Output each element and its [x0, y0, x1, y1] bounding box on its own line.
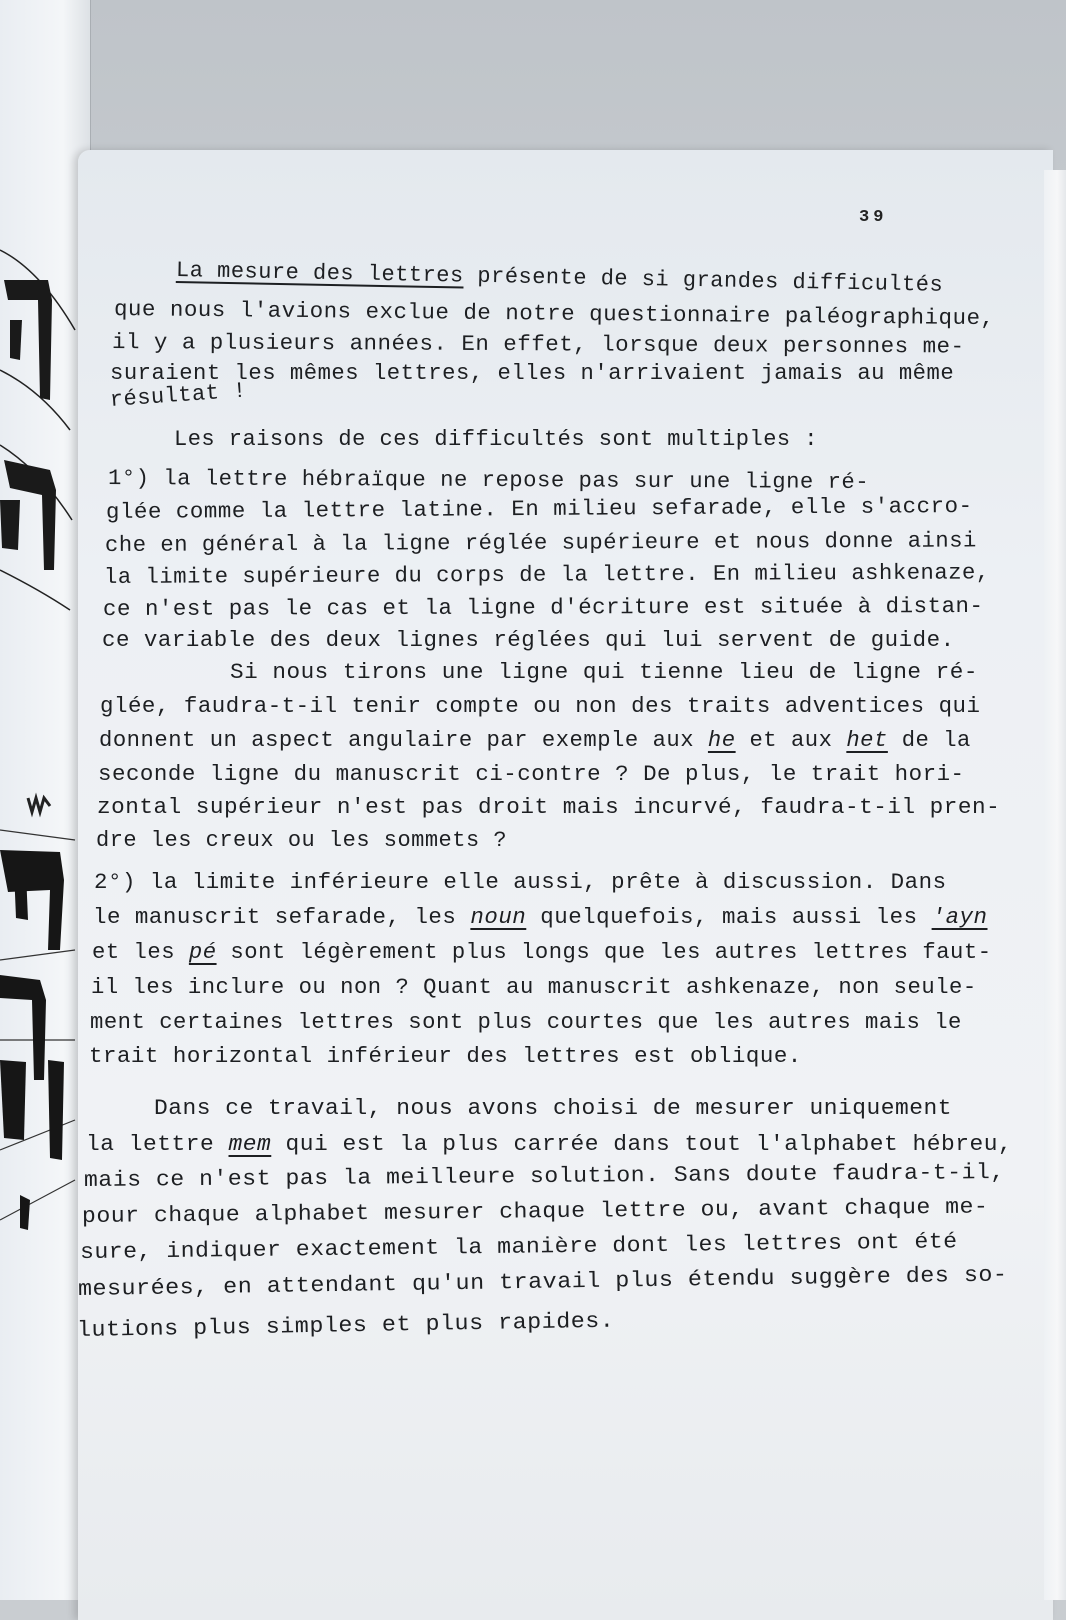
- point-1-line-6: ce variable des deux lignes réglées qui lui servent de guide.: [102, 628, 955, 653]
- point-1-line-3: che en général à la ligne réglée supérieure et nous donne ainsi: [104, 528, 977, 558]
- point-1-line-12: dre les creux ou les sommets ?: [96, 828, 508, 853]
- page-number: 39: [859, 208, 888, 227]
- underlined-heading-phrase: La mesure des lettres: [175, 258, 464, 289]
- paragraph-2-line-1: Les raisons de ces difficultés sont multiples :: [174, 427, 819, 452]
- paragraph-1-line-5: résultat !: [109, 378, 248, 413]
- point-2-line-4: il les inclure ou non ? Quant au manuscrit ashkenaze, non seule-: [91, 975, 977, 1000]
- point-2-line-6: trait horizontal inférieur des lettres est oblique.: [89, 1044, 802, 1069]
- point-2-line-3: et les pé sont légèrement plus longs que les autres lettres faut-: [92, 940, 992, 965]
- paragraph-1-line-2: que nous l'avions exclue de notre questionnaire paléographique,: [113, 297, 995, 332]
- paragraph-5-line-7: lutions plus simples et plus rapides.: [76, 1308, 615, 1343]
- point-2-line-5: ment certaines lettres sont plus courtes que les autres mais le: [90, 1010, 962, 1035]
- paragraph-1-line-1: La mesure des lettres présente de si grandes difficultés: [175, 258, 944, 298]
- term-pe: pé: [188, 940, 217, 965]
- point-1-line-1: 1°) la lettre hébraïque ne repose pas sur une ligne ré-: [107, 466, 870, 495]
- term-ayn: 'ayn: [931, 905, 988, 930]
- paragraph-5-line-5: sure, indiquer exactement la manière dont les lettres ont été: [79, 1229, 958, 1265]
- paragraph-5-line-1: Dans ce travail, nous avons choisi de mesurer uniquement: [154, 1096, 953, 1121]
- point-1-line-11: zontal supérieur n'est pas droit mais incurvé, faudra-t-il pren-: [97, 795, 1001, 820]
- paragraph-1-line-4: suraient les mêmes lettres, elles n'arrivaient jamais au même: [110, 361, 955, 386]
- term-he: he: [707, 728, 736, 753]
- paragraph-5-line-4: pour chaque alphabet mesurer chaque lettre ou, avant chaque me-: [81, 1194, 989, 1229]
- point-1-line-8: glée, faudra-t-il tenir compte ou non des traits adventices qui: [100, 694, 981, 719]
- point-1-line-10: seconde ligne du manuscrit ci-contre ? De plus, le trait hori-: [98, 762, 965, 787]
- point-1-line-2: glée comme la lettre latine. En milieu sefarade, elle s'accro-: [105, 493, 973, 525]
- point-1-line-9: donnent un aspect angulaire par exemple aux he et aux het de la: [99, 728, 971, 753]
- paragraph-5-line-2: la lettre mem qui est la plus carrée dans tout l'alphabet hébreu,: [86, 1132, 1013, 1157]
- point-1-line-5: ce n'est pas le cas et la ligne d'écriture est située à distan-: [102, 593, 984, 622]
- term-mem: mem: [228, 1132, 272, 1157]
- paragraph-1-line-3: il y a plusieurs années. En effet, lorsque deux personnes me-: [111, 330, 965, 360]
- paragraph-5-line-3: mais ce n'est pas la meilleure solution. Sans doute faudra-t-il,: [83, 1159, 1005, 1193]
- point-1-line-7: Si nous tirons une ligne qui tienne lieu de ligne ré-: [230, 660, 979, 685]
- paragraph-5-line-6: mesurées, en attendant qu'un travail plus étendu suggère des so-: [77, 1262, 1008, 1302]
- point-2-line-1: 2°) la limite inférieure elle aussi, prête à discussion. Dans: [94, 870, 947, 895]
- point-2-line-2: le manuscrit sefarade, les noun quelquefois, mais aussi les 'ayn: [93, 905, 988, 930]
- term-noun: noun: [470, 905, 527, 930]
- point-1-line-4: la limite supérieure du corps de la lettre. En milieu ashkenaze,: [103, 560, 990, 590]
- term-het: het: [846, 728, 888, 753]
